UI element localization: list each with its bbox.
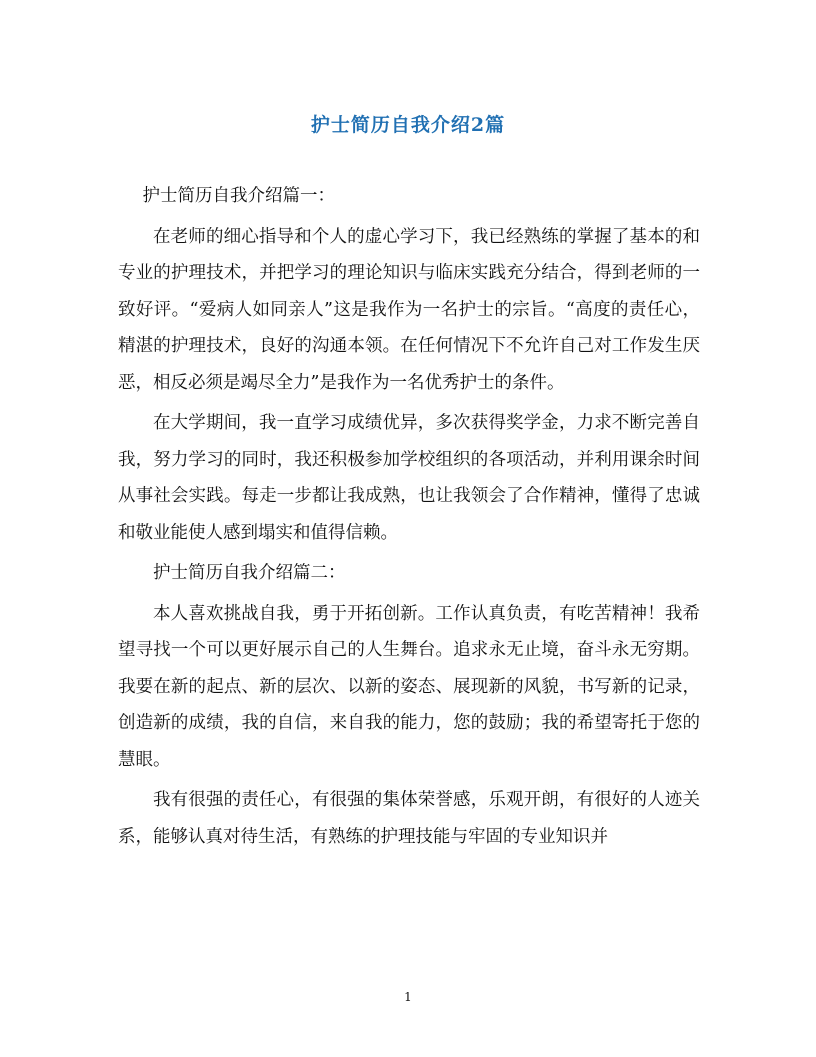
section-heading-one: 护士简历自我介绍篇一： (142, 186, 335, 206)
paragraph-2: 在大学期间，我一直学习成绩优异，多次获得奖学金，力求不断完善自我，努力学习的同时，我还积极参加学校组织的各项活动，并利用课余时间从事社会实践。每走一步都让我成熟，也让我领会了合作精神，懂得了忠诚和敬业能使人感到塌实和值得信赖。 (118, 413, 700, 543)
document-title: 护士简历自我介绍2篇 (310, 114, 506, 136)
document-body (118, 178, 700, 855)
page-number: 1 (404, 990, 412, 1004)
paragraph-1: 在老师的细心指导和个人的虚心学习下，我已经熟练的掌握了基本的和专业的护理技术，并把学习的理论知识与临床实践充分结合，得到老师的一致好评。“爱病人如同亲人”这是我作为一名护士的宗旨。“高度的责任心，精湛的护理技术，良好的沟通本领。在任何情况下不允许自己对工作发生厌恶，相反必须是竭尽全力”是我作为一名优秀护士的条件。 (118, 226, 700, 393)
section-heading-two: 护士简历自我介绍篇二： (153, 563, 346, 583)
paragraph-4: 我有很强的责任心，有很强的集体荣誉感，乐观开朗，有很好的人迹关系，能够认真对待生活，有熟练的护理技能与牢固的专业知识并 (118, 790, 700, 847)
paragraph-3: 本人喜欢挑战自我，勇于开拓创新。工作认真负责，有吃苦精神！我希望寻找一个可以更好展示自己的人生舞台。追求永无止境，奋斗永无穷期。我要在新的起点、新的层次、以新的姿态、展现新的风貌，书写新的记录，创造新的成绩，我的自信，来自我的能力，您的鼓励；我的希望寄托于您的慧眼。 (118, 603, 700, 770)
